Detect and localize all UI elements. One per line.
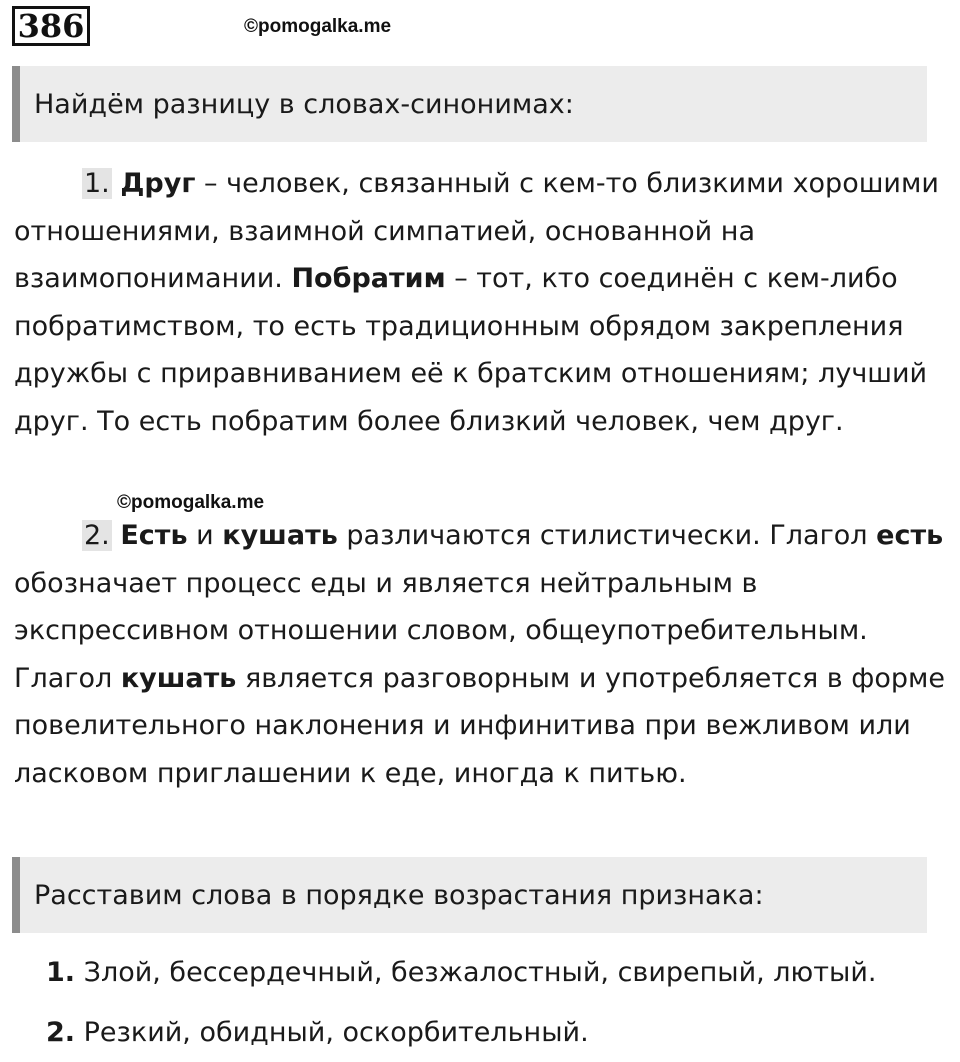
paragraph-drug-pobratim (14, 160, 949, 445)
section-heading-synonyms (12, 66, 927, 142)
term-kushat: кушать (120, 662, 237, 694)
section-heading-text: Расставим слова в порядке возрастания признака: (34, 879, 764, 911)
item-number: 1. (84, 168, 110, 199)
task-number-box: 386 (12, 6, 90, 46)
section-heading-text: Найдём разницу в словах-синонимах: (34, 88, 574, 120)
watermark: ©pomogalka.me (244, 16, 392, 37)
term-est: есть (876, 520, 944, 551)
list-text: Резкий, обидный, оскорбительный. (75, 1017, 589, 1048)
list-number: 2. (46, 1017, 76, 1048)
section-heading-order (12, 857, 927, 933)
definition-text: обозначает процесс еды и является нейтральным в экспрессивном отношении словом, общеупотребительным. Глагол (14, 567, 868, 694)
list-item (46, 1013, 589, 1053)
term-drug: Друг (120, 168, 196, 199)
watermark: ©pomogalka.me (117, 492, 265, 513)
item-number: 2. (84, 520, 110, 551)
definition-text: – тот, кто соединён с кем-либо побратимством, то есть традиционным обрядом закрепления дружбы с приравниванием её к братским отношениям; лучший друг. То есть побратим более близкий человек, чем друг. (14, 263, 928, 437)
term-est: Есть (120, 520, 188, 551)
list-text: Злой, бессердечный, безжалостный, свирепый, лютый. (75, 957, 877, 988)
definition-text: различаются стилистически. Глагол (337, 520, 877, 551)
term-pobratim: Побратим (291, 263, 446, 294)
definition-text: является разговорным и употребляется в форме повелительного наклонения и инфинитива при вежливом или ласковом приглашении к еде, иногда к питью. (14, 662, 945, 789)
list-item (46, 953, 876, 993)
term-kushat: кушать (222, 520, 338, 551)
definition-text: – человек, связанный с кем-то близкими хорошими отношениями, взаимной симпатией, основанной на взаимопонимании. (14, 168, 939, 294)
conjunction: и (187, 520, 223, 551)
paragraph-est-kushat (14, 512, 949, 797)
list-number: 1. (46, 957, 76, 988)
